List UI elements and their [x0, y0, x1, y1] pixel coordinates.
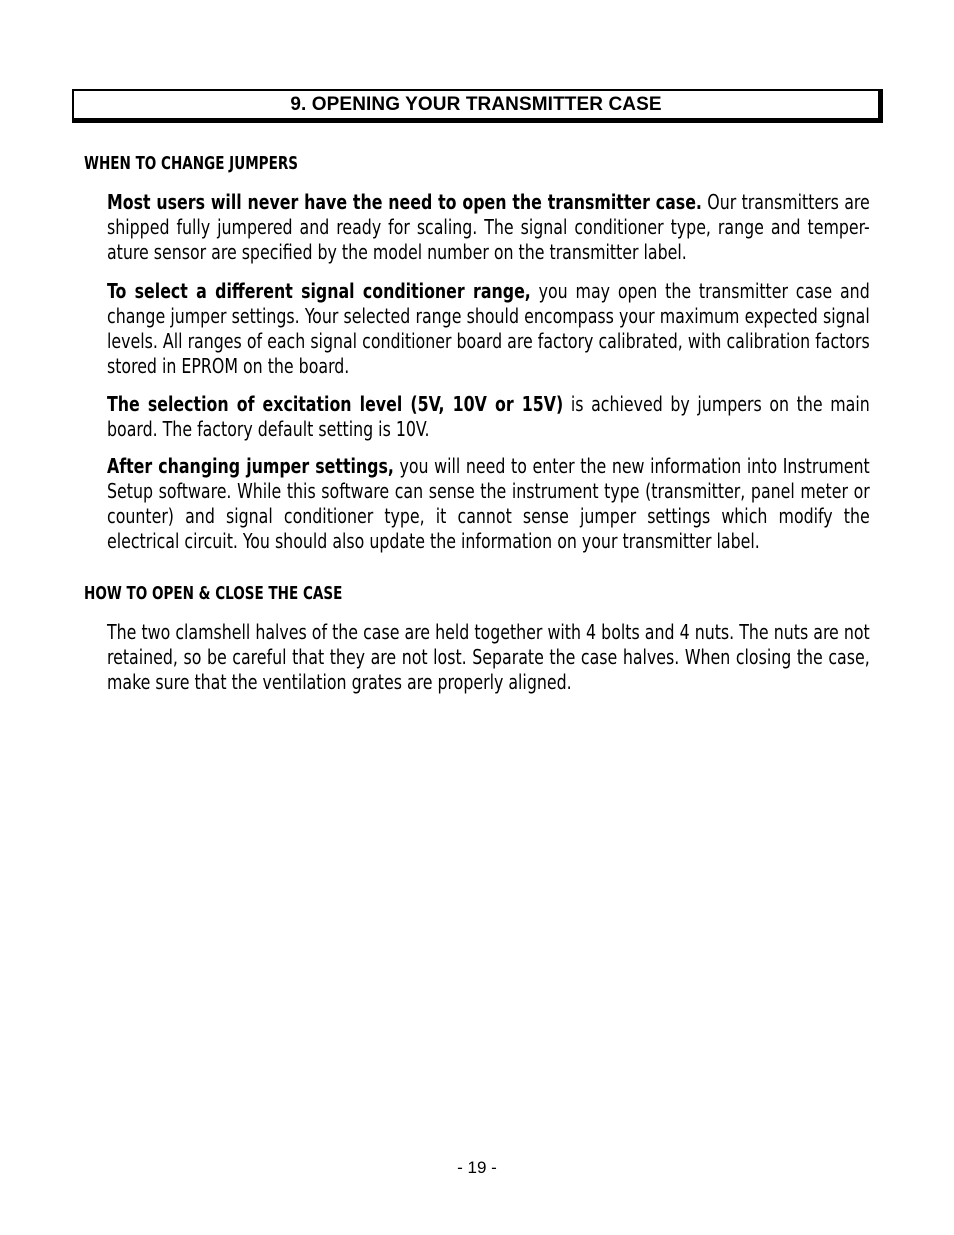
page-number: - 19 -	[457, 1158, 497, 1177]
paragraph-lead: Most users will never have the need to open the transmitter case.	[107, 190, 702, 214]
paragraph-body: you may open the transmitter case and change jumper settings. Your selected range should encompass your maximum expected signal levels. All ranges of each signal conditioner board are factory calibrated, with calibration factors stored in EPROM on the board.	[107, 279, 870, 378]
paragraph-lead: After changing jumper settings,	[107, 454, 394, 478]
paragraph-body: The two clamshell halves of the case are held together with 4 bolts and 4 nuts. The nuts are not retained, so be careful that they are not lost. Separate the case halves. When closing the case, make sure that the ventilation grates are properly aligned.	[107, 620, 870, 694]
paragraph-lead: The selection of excitation level (5V, 10V or 15V)	[107, 392, 564, 416]
heading-how-to-open-close: HOW TO OPEN & CLOSE THE CASE	[84, 584, 343, 604]
paragraph-lead: To select a different signal conditioner range,	[107, 279, 531, 303]
section-title-box	[72, 89, 883, 123]
paragraph-body: Our transmitters are shipped fully jumpered and ready for scaling. The signal conditioner type, range and temper-ature sensor are specified by the model number on the transmitter label.	[107, 190, 870, 264]
paragraph-select-range	[107, 279, 870, 379]
paragraph-excitation-level	[107, 392, 870, 442]
paragraph-after-jumper-change	[107, 454, 870, 554]
paragraph-body: is achieved by jumpers on the main board. The factory default setting is 10V.	[107, 392, 870, 441]
section-title: 9. OPENING YOUR TRANSMITTER CASE	[290, 94, 662, 115]
paragraph-clamshell-halves	[107, 620, 870, 695]
paragraph-body: you will need to enter the new information into Instrument Setup software. While this software can sense the instrument type (transmitter, panel meter or counter) and signal conditioner type, it cannot sense jumper settings which modify the electrical circuit. You should also update the information on your transmitter label.	[107, 454, 870, 553]
paragraph-open-case-need	[107, 190, 870, 265]
heading-when-to-change-jumpers: WHEN TO CHANGE JUMPERS	[84, 154, 299, 174]
